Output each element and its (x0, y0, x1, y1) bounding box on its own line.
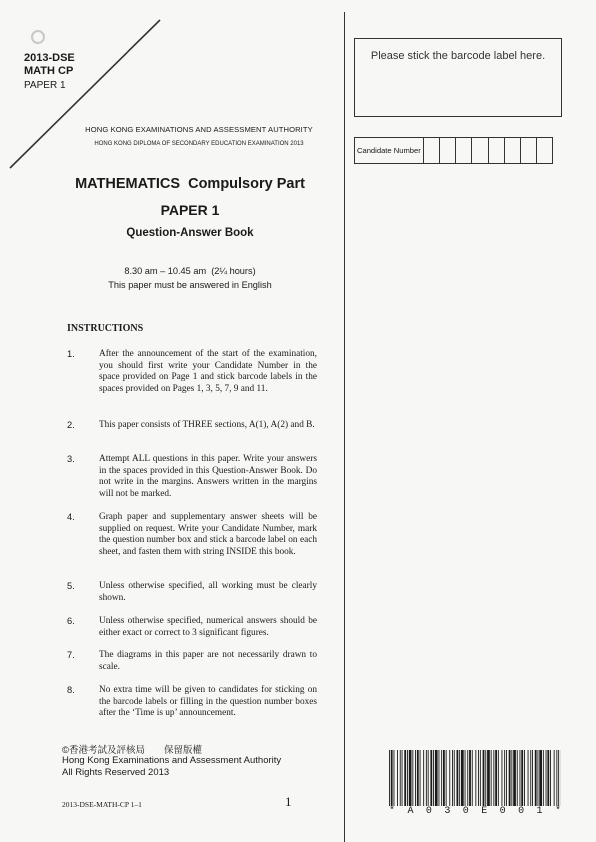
barcode-bar (539, 750, 542, 806)
barcode-bar (520, 750, 521, 806)
barcode-bar (480, 750, 481, 806)
barcode-bar (556, 750, 557, 806)
barcode-bar (535, 750, 537, 806)
barcode-bar (547, 750, 549, 806)
barcode-bar (397, 750, 398, 806)
barcode-bar (435, 750, 438, 806)
barcode-bar (502, 750, 503, 806)
column-divider (344, 12, 345, 842)
candidate-number-box (354, 137, 553, 164)
barcode-bar (412, 750, 413, 806)
barcode-text: * A 0 3 0 E 0 0 1 * (389, 806, 561, 817)
barcode-bar (504, 750, 505, 806)
barcode-bar (530, 750, 531, 806)
barcode-bar (457, 750, 459, 806)
copyright-chinese: ©香港考試及評核局 保留版權 (62, 745, 203, 756)
candidate-number-cell (472, 138, 488, 163)
barcode-bar (524, 750, 525, 806)
language-note: This paper must be answered in English (108, 280, 272, 290)
paper-title: PAPER 1 (160, 202, 220, 218)
copyright-english: Hong Kong Examinations and Assessment Authority (62, 755, 282, 766)
barcode-bar (452, 750, 453, 806)
barcode-image (389, 750, 561, 806)
barcode-bar (433, 750, 434, 806)
barcode-bar (543, 750, 544, 806)
barcode-bar (513, 750, 516, 806)
barcode-bar (394, 750, 395, 806)
paper-code: 2013-DSE MATH CP (24, 52, 75, 77)
page-number: 1 (285, 794, 292, 809)
barcode-bar (454, 750, 455, 806)
instructions-heading: INSTRUCTIONS (67, 323, 144, 334)
candidate-number-cell (505, 138, 521, 163)
barcode-bar (449, 750, 450, 806)
barcode-bar (521, 750, 523, 806)
copyright-rights: All Rights Reserved 2013 (62, 767, 170, 778)
barcode-bar (495, 750, 497, 806)
exam-time: 8.30 am – 10.45 am (2¼ hours) (124, 266, 256, 276)
barcode-bar (487, 750, 490, 806)
barcode-bar (415, 750, 416, 806)
candidate-number-cell (424, 138, 440, 163)
candidate-number-cell (521, 138, 537, 163)
barcode-bar (467, 750, 468, 806)
barcode-bar (493, 750, 494, 806)
barcode-bar (459, 750, 460, 806)
authority-name: HONG KONG EXAMINATIONS AND ASSESSMENT AUTHORITY (85, 125, 313, 134)
footer-code: 2013-DSE-MATH-CP 1–1 (62, 800, 142, 809)
barcode-bar (402, 750, 403, 806)
barcode-bar (550, 750, 551, 806)
barcode-bar (409, 750, 412, 806)
barcode-bar (485, 750, 486, 806)
barcode-bar (441, 750, 442, 806)
barcode-bar (423, 750, 424, 806)
barcode-bar (389, 750, 390, 806)
barcode-bar (509, 750, 511, 806)
barcode-bar (446, 750, 447, 806)
barcode-label-box (354, 38, 562, 117)
candidate-number-cell (440, 138, 456, 163)
barcode-bar (528, 750, 529, 806)
barcode-label-instruction: Please stick the barcode label here. (370, 50, 546, 62)
barcode-bar (546, 750, 547, 806)
barcode-bar (517, 750, 518, 806)
barcode-bar (465, 750, 466, 806)
subject-title: MATHEMATICS Compulsory Part (75, 176, 305, 192)
barcode-bar (554, 750, 555, 806)
barcode-bar (391, 750, 393, 806)
candidate-number-cell (537, 138, 552, 163)
barcode-bar (475, 750, 476, 806)
barcode-bar (491, 750, 492, 806)
candidate-number-cell (489, 138, 505, 163)
barcode-bar (443, 750, 445, 806)
candidate-number-label: Candidate Number (355, 138, 424, 163)
barcode-bar (420, 750, 421, 806)
barcode-bar (538, 750, 539, 806)
barcode-bar (498, 750, 499, 806)
barcode-bar (430, 750, 432, 806)
barcode-bar (428, 750, 429, 806)
barcode-bar (400, 750, 401, 806)
barcode-bar (469, 750, 471, 806)
candidate-number-cell (456, 138, 472, 163)
barcode-bar (407, 750, 408, 806)
book-title: Question-Answer Book (126, 227, 254, 239)
barcode-bar (472, 750, 473, 806)
barcode-bar (478, 750, 479, 806)
corner-paper-label: PAPER 1 (24, 80, 66, 91)
barcode-bar (404, 750, 406, 806)
barcode-bar (558, 750, 559, 806)
exam-name: HONG KONG DIPLOMA OF SECONDARY EDUCATION EXAMINATION 2013 (94, 141, 304, 147)
barcode-bar (417, 750, 419, 806)
barcode-bar (483, 750, 485, 806)
barcode-bar (426, 750, 427, 806)
barcode-bar (511, 750, 512, 806)
barcode-bar (506, 750, 507, 806)
barcode-bar (532, 750, 533, 806)
barcode-bar (439, 750, 440, 806)
barcode-bar (461, 750, 464, 806)
